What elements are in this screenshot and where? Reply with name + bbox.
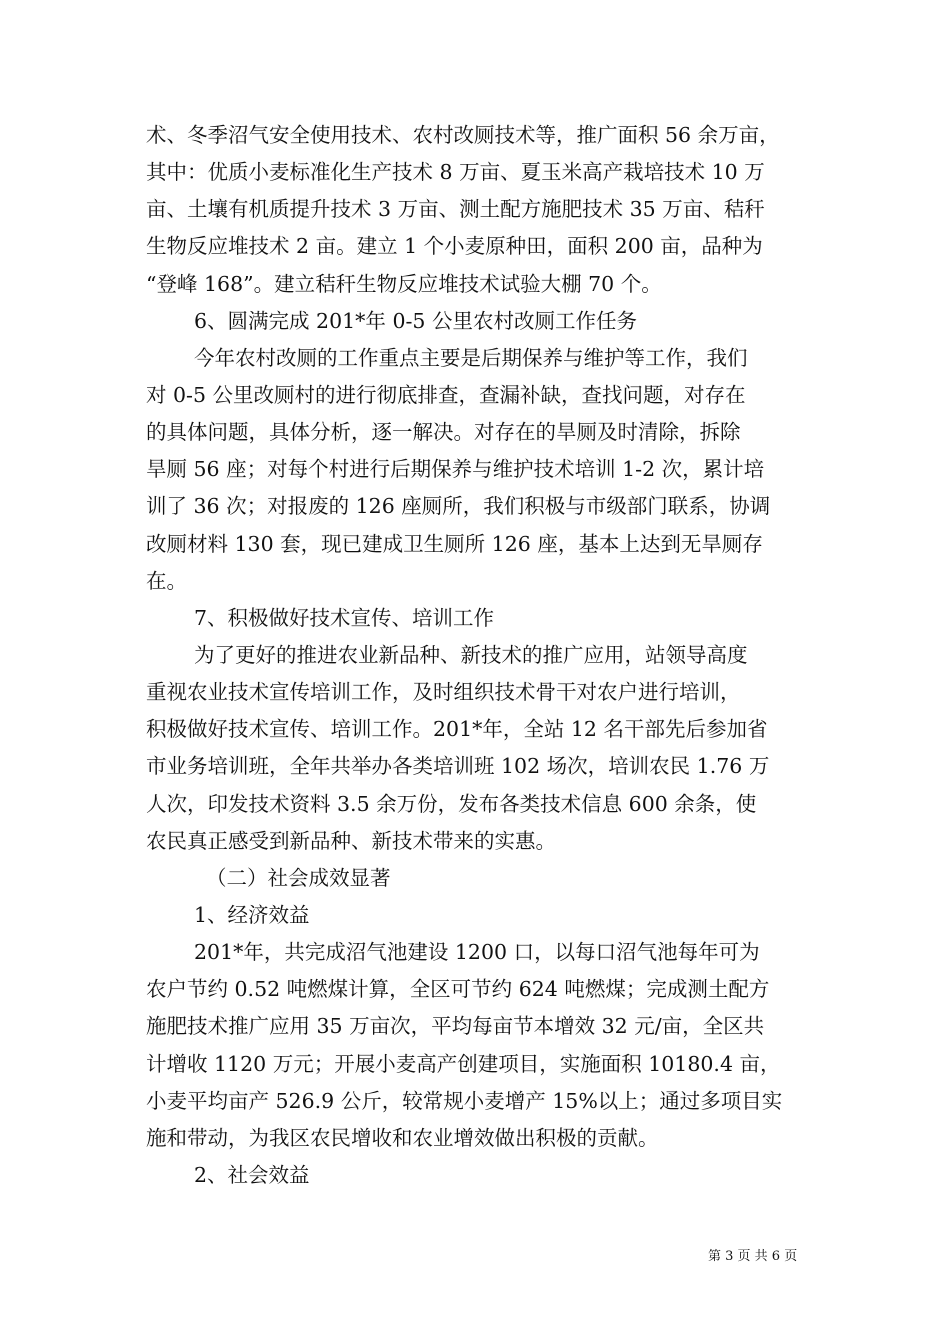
body-line: 的具体问题，具体分析，逐一解决。对存在的旱厕及时清除，拆除 [146, 420, 741, 445]
body-line: 重视农业技术宣传培训工作，及时组织技术骨干对农户进行培训， [146, 680, 741, 705]
page-number-footer: 第 3 页 共 6 页 [708, 1249, 798, 1264]
body-line: 农户节约 0.52 吨燃煤计算，全区可节约 624 吨燃煤；完成测土配方 [146, 977, 770, 1002]
subsection-heading: 2、社会效益 [194, 1162, 310, 1187]
body-line: 施和带动，为我区农民增收和农业增效做出积极的贡献。 [146, 1125, 659, 1150]
body-line: 术、冬季沼气安全使用技术、农村改厕技术等，推广面积 56 余万亩， [146, 123, 780, 147]
section-heading: 7、积极做好技术宣传、培训工作 [194, 605, 495, 630]
paragraph-first-line: 为了更好的推进农业新品种、新技术的推广应用，站领导高度 [194, 642, 748, 667]
body-line: 对 0-5 公里改厕村的进行彻底排查，查漏补缺，查找问题，对存在 [146, 382, 746, 407]
body-line: “登峰 168”。建立秸秆生物反应堆技术试验大棚 70 个。 [146, 271, 662, 296]
body-line: 训了 36 次；对报废的 126 座厕所，我们积极与市级部门联系，协调 [146, 494, 771, 519]
section-heading: 6、圆满完成 201*年 0-5 公里农村改厕工作任务 [194, 308, 637, 333]
subsection-heading: 1、经济效益 [194, 902, 310, 927]
body-line: 人次，印发技术资料 3.5 余万份，发布各类技术信息 600 余条，使 [146, 791, 757, 816]
body-line: 计增收 1120 万元；开展小麦高产创建项目，实施面积 10180.4 亩， [146, 1051, 781, 1076]
paragraph-first-line: 201*年，共完成沼气池建设 1200 口，以每口沼气池每年可为 [194, 940, 760, 965]
paragraph-first-line: 今年农村改厕的工作重点主要是后期保养与维护等工作，我们 [194, 345, 748, 370]
body-line: 施肥技术推广应用 35 万亩次，平均每亩节本增效 32 元/亩，全区共 [146, 1014, 765, 1039]
body-line: 农民真正感受到新品种、新技术带来的实惠。 [146, 828, 556, 853]
body-line: 旱厕 56 座；对每个村进行后期保养与维护技术培训 1-2 次，累计培 [146, 457, 765, 482]
body-line: 生物反应堆技术 2 亩。建立 1 个小麦原种田，面积 200 亩，品种为 [146, 234, 763, 259]
body-line: 小麦平均亩产 526.9 公斤，较常规小麦增产 15%以上；通过多项目实 [146, 1088, 783, 1113]
section-heading: （二）社会成效显著 [206, 865, 391, 890]
body-line: 改厕材料 130 套，现已建成卫生厕所 126 座，基本上达到无旱厕存 [146, 531, 763, 556]
document-body [146, 117, 816, 1194]
body-line: 积极做好技术宣传、培训工作。201*年，全站 12 名干部先后参加省 [146, 717, 768, 742]
body-line: 在。 [146, 568, 187, 593]
body-line: 其中：优质小麦标准化生产技术 8 万亩、夏玉米高产栽培技术 10 万 [146, 160, 765, 185]
body-line: 亩、土壤有机质提升技术 3 万亩、测土配方施肥技术 35 万亩、秸秆 [146, 197, 765, 222]
body-line: 市业务培训班，全年共举办各类培训班 102 场次，培训农民 1.76 万 [146, 754, 770, 779]
